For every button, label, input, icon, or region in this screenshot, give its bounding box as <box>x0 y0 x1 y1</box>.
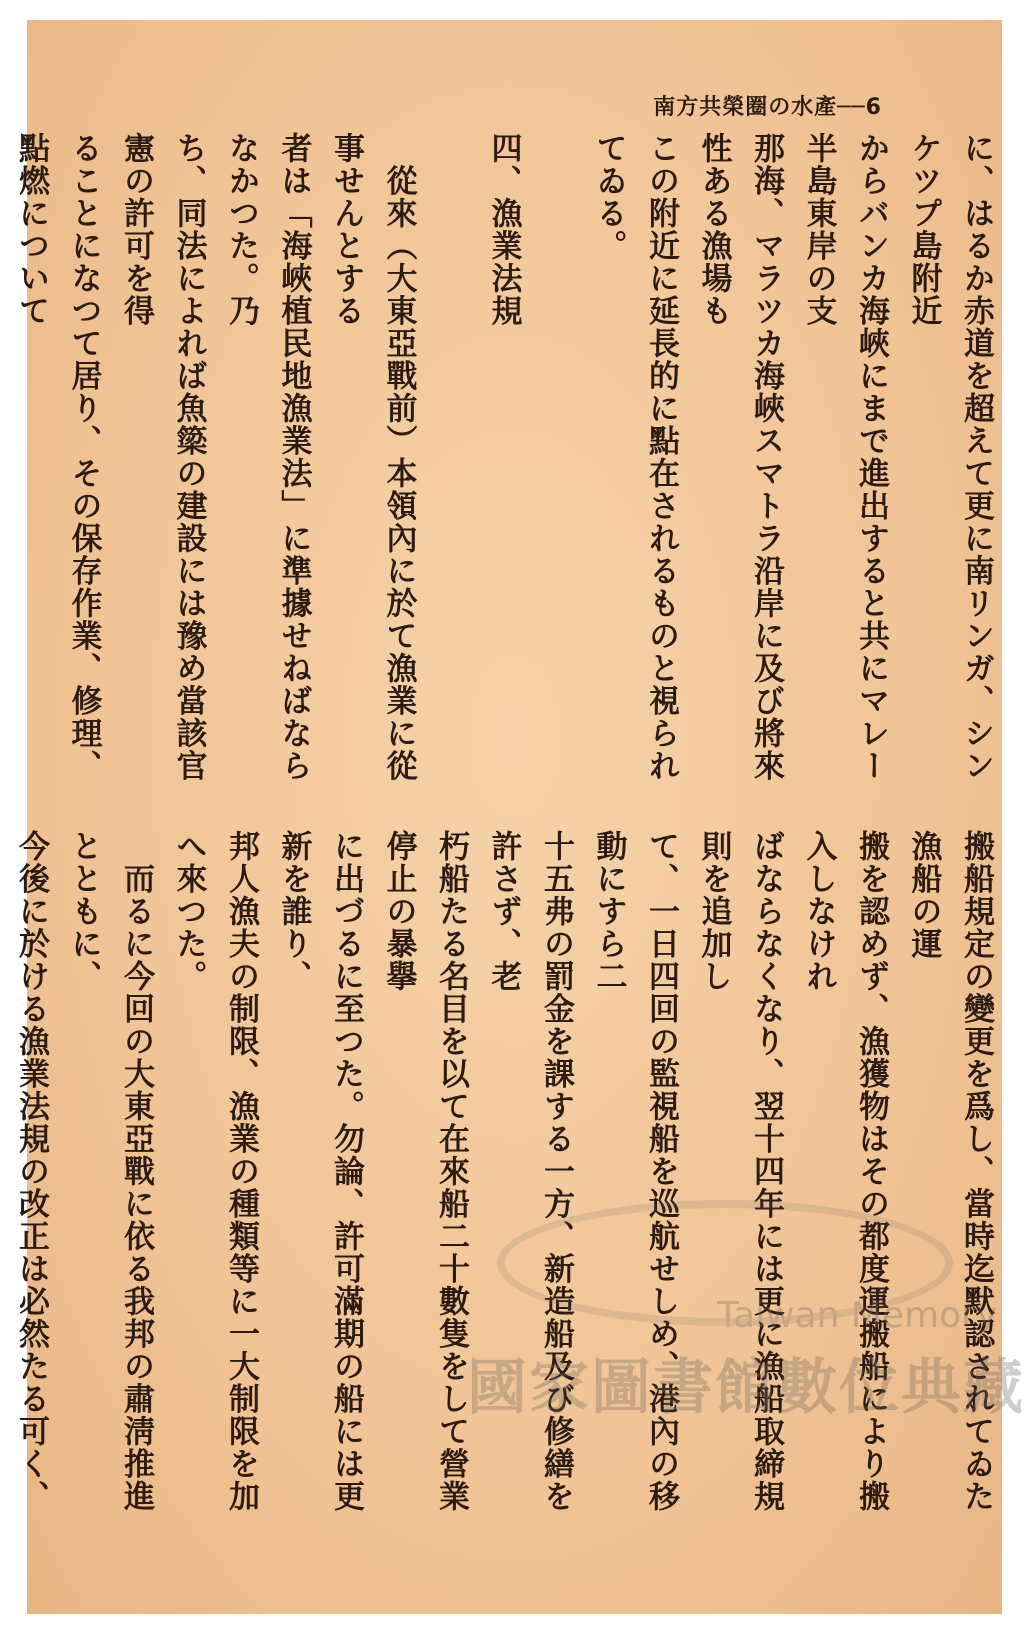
text-column: ることになつて居り、その保存作業、修理、點燃について <box>13 132 102 782</box>
watermark-subtitle: Taiwan Memory <box>717 1295 998 1336</box>
running-header: 南方共榮圈の水產──6 <box>653 95 882 120</box>
text-column: に出づるに至つた。勿論、許可滿期の船には更新を誰り、 <box>275 830 364 1513</box>
text-column: 那海、マラツカ海峽スマトラ沿岸に及び將來性ある漁場も <box>695 132 784 782</box>
lower-text-block <box>0 830 1025 1520</box>
watermark-title: 國家圖書館數位典藏 <box>467 1353 1025 1423</box>
text-column: に、はるか赤道を超えて更に南リンガ、シンケツプ島附近 <box>905 132 994 782</box>
text-column: 而るに今回の大東亞戰に依る我邦の肅淸推進とともに、 <box>65 830 154 1513</box>
section-heading: 四、漁業法規 <box>485 132 522 327</box>
text-column: 者は「海峽植民地漁業法」に準據せねばならなかつた。乃 <box>223 132 312 782</box>
text-column: 從來（大東亞戰前）本領內に於て漁業に從事せんとする <box>328 132 417 782</box>
book-page <box>13 20 1025 1614</box>
text-column: 朽船たる名目を以て在來船二十數隻をして營業停止の暴擧 <box>380 830 469 1513</box>
text-column: 搬を認めず、漁獲物はその都度運搬船により搬入しなけれ <box>800 830 889 1513</box>
text-column: ち、同法によれば魚簗の建設には豫め當該官憲の許可を得 <box>118 132 207 782</box>
text-column: 今後に於ける漁業法規の改正は必然たる可く、 <box>13 830 49 1513</box>
text-column: て、一日四回の監視船を巡航せしめ、港內の移動にすら二 <box>590 830 679 1513</box>
text-column <box>425 132 478 812</box>
text-column: 邦人漁夫の制限、漁業の種類等に一大制限を加へ來つた。 <box>170 830 259 1513</box>
text-column: この附近に延長的に點在されるものと視られてゐる。 <box>590 132 679 782</box>
text-column: ばならなくなり、翌十四年には更に漁船取締規則を追加し <box>695 830 784 1513</box>
text-column: 搬船規定の變更を爲し、當時迄默認されてゐた漁船の運 <box>905 830 994 1513</box>
upper-text-block <box>0 132 1002 812</box>
text-column <box>530 132 583 812</box>
text-column: からバンカ海峽にまで進出すると共にマレー半島東岸の支 <box>800 132 889 782</box>
text-column <box>0 132 5 812</box>
text-column: 十五弗の罰金を課する一方、新造船及び修繕を許さず、老 <box>485 830 574 1513</box>
